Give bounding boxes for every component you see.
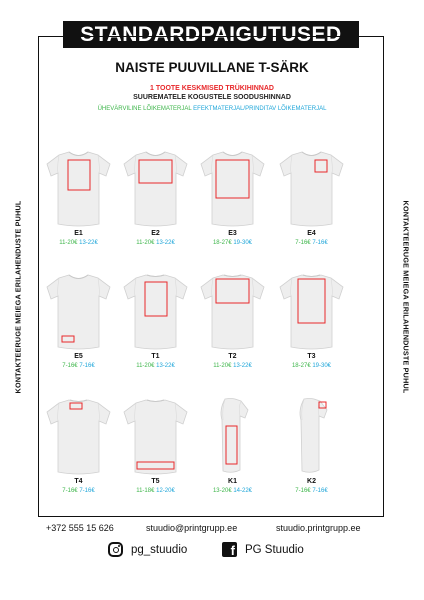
tshirt-back-image [118, 390, 193, 478]
price-blue: 19-30€ [233, 240, 253, 246]
placement-prices [274, 363, 349, 369]
tshirt-front-image [118, 142, 193, 230]
placement-code: E1 [74, 230, 83, 237]
price-green: 7-16€ [62, 363, 78, 369]
price-note: 1 TOOTE KESKMISED TRÜKIHINNAD [150, 85, 274, 92]
price-blue: 13-22€ [156, 363, 175, 369]
price-blue: 7-16€ [79, 488, 95, 494]
placement-k1 [195, 390, 270, 500]
legend-green: ÜHEVÄRVILINE LÕIKEMATERJAL [97, 106, 192, 112]
tshirt-front-image [195, 142, 270, 230]
phone-number[interactable]: +372 555 15 626 [46, 523, 114, 533]
placement-code: E3 [228, 230, 237, 237]
tshirt-back-image [41, 390, 116, 478]
placement-e4 [274, 142, 349, 252]
price-blue: 14-22€ [233, 488, 253, 494]
placement-t2 [195, 265, 270, 375]
placement-e3 [195, 142, 270, 252]
price-green: 7-16€ [62, 488, 78, 494]
tshirt-side-image [195, 390, 270, 478]
price-green: 18-27€ [291, 363, 311, 369]
price-green: 7-16€ [295, 488, 311, 494]
price-blue: 13-22€ [79, 240, 98, 246]
price-green: 13-20€ [212, 488, 232, 494]
placement-prices [41, 488, 116, 494]
placement-e2 [118, 142, 193, 252]
placement-prices [195, 240, 270, 246]
page-title: STANDARDPAIGUTUSED [63, 21, 359, 48]
placement-prices [41, 240, 116, 246]
side-note-right-text: KONTAKTEERUGE MEIEGA ERILAHENDUSTE PUHUL [401, 200, 411, 394]
tshirt-front-image [41, 265, 116, 353]
placement-e1 [41, 142, 116, 252]
placement-code: K2 [307, 478, 316, 485]
discount-note: SUUREMATELE KOGUSTELE SOODUSHINNAD [133, 94, 291, 101]
price-green: 11-20€ [59, 240, 78, 246]
product-subtitle: NAISTE PUUVILLANE T-SÄRK [115, 60, 309, 75]
placement-prices [118, 240, 193, 246]
price-blue: 13-22€ [156, 240, 175, 246]
tshirt-front-image [41, 142, 116, 230]
instagram-handle[interactable] [108, 542, 187, 557]
tshirt-side-image [274, 390, 349, 478]
placement-code: T1 [151, 353, 160, 360]
price-blue: 7-16€ [79, 363, 95, 369]
price-green: 11-18€ [136, 488, 155, 494]
placement-prices [118, 363, 193, 369]
placement-prices [41, 363, 116, 369]
website-link[interactable]: stuudio.printgrupp.ee [276, 523, 361, 533]
facebook-label: PG Stuudio [245, 543, 304, 556]
price-green: 11-20€ [136, 363, 155, 369]
placement-e5 [41, 265, 116, 375]
tshirt-back-image [118, 265, 193, 353]
price-green: 11-20€ [213, 363, 232, 369]
tshirt-front-image [274, 142, 349, 230]
tshirt-back-image [195, 265, 270, 353]
placement-t1 [118, 265, 193, 375]
price-green: 18-27€ [212, 240, 232, 246]
placement-prices [195, 488, 270, 494]
facebook-page[interactable] [222, 542, 304, 557]
price-blue: 13-22€ [233, 363, 252, 369]
price-green: 11-20€ [136, 240, 155, 246]
price-blue: 12-20€ [156, 488, 175, 494]
price-legend [0, 106, 424, 112]
placement-prices [274, 240, 349, 246]
instagram-label: pg_stuudio [131, 543, 188, 556]
placement-code: T5 [151, 478, 160, 485]
price-blue: 7-16€ [312, 240, 328, 246]
tshirt-back-image [274, 265, 349, 353]
placement-code: E2 [151, 230, 160, 237]
placement-code: T4 [74, 478, 83, 485]
placement-code: T2 [228, 353, 237, 360]
price-blue: 7-16€ [312, 488, 328, 494]
placement-code: E4 [307, 230, 316, 237]
placement-prices [195, 363, 270, 369]
placement-code: T3 [307, 353, 316, 360]
placement-k2 [274, 390, 349, 500]
placement-prices [274, 488, 349, 494]
placement-t3 [274, 265, 349, 375]
side-note-left-text: KONTAKTEERUGE MEIEGA ERILAHENDUSTE PUHUL [13, 200, 23, 394]
placement-prices [118, 488, 193, 494]
instagram-icon [108, 542, 123, 557]
facebook-icon: f [222, 542, 237, 557]
placement-t5 [118, 390, 193, 500]
placement-code: K1 [228, 478, 237, 485]
price-green: 7-16€ [295, 240, 311, 246]
placement-code: E5 [74, 353, 83, 360]
placement-t4 [41, 390, 116, 500]
price-blue: 19-30€ [312, 363, 332, 369]
legend-blue: EFEKTMATERJAL/PRINDITAV LÕIKEMATERJAL [193, 106, 327, 112]
email-address[interactable]: stuudio@printgrupp.ee [146, 523, 238, 533]
